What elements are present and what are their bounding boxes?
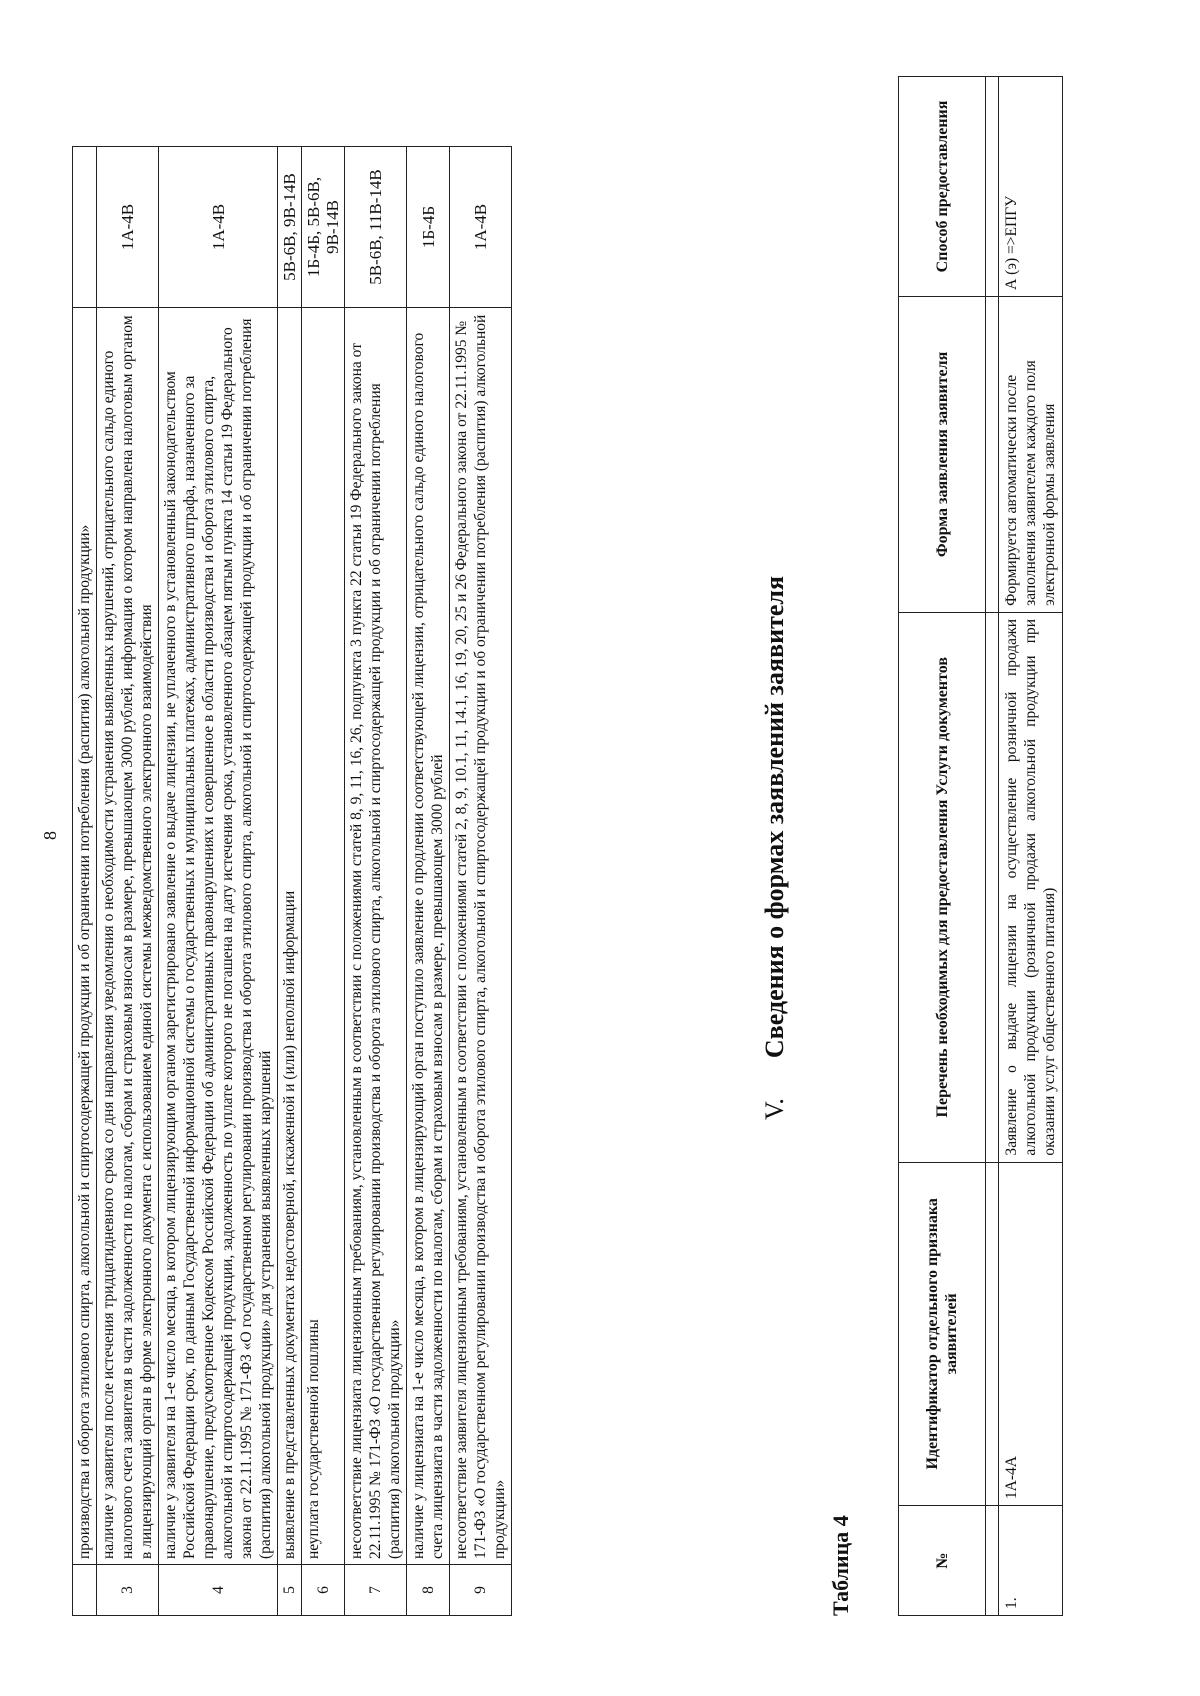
header-num: №: [899, 1506, 986, 1616]
cell-code: 1А-4В: [159, 147, 278, 308]
page-number: 8: [40, 831, 60, 840]
cell-description: наличие у заявителя на 1-е число месяца, в котором лицензирующим органом зарегистрировано заявление о выдаче лицензии, не уплаченного в установленный законодательством Российской Федерации срок, по данным Государственной информационной системы о государственных и муниципальных платежах, административного штрафа, назначенного за правонарушение, предусмотренное Кодексом Российской Федерации об административных правонарушениях и совершенное в области производства и оборота этилового спирта, алкогольной и спиртосодержащей продукции, задолженность по уплате которого не погашена на дату истечения срока, установленного абзацем пятым пункта 14 статьи 19 Федерального закона от 22.11.1995 № 171-ФЗ «О государственном регулировании производства и оборота этилового спирта, алкогольной и спиртосодержащей продукции и об ограничении потребления (распития) алкогольной продукции» для устранения выявленных нарушений: [159, 308, 278, 1565]
table-row: [97, 147, 159, 1616]
section-title: Сведения о формах заявлений заявителя: [760, 575, 789, 1059]
cell-num: 4: [159, 1565, 278, 1616]
table-row: [73, 147, 97, 1616]
cell-description: производства и оборота этилового спирта, алкогольной и спиртосодержащей продукции и об ограничении потребления (распития) алкогольной продукции»: [73, 308, 97, 1565]
cell-num: [73, 1565, 97, 1616]
cell-code: 1Б-4Б: [407, 147, 450, 308]
table-row: [278, 147, 302, 1616]
cell-description: выявление в представленных документах недостоверной, искаженной и (или) неполной информации: [278, 308, 302, 1565]
cell-description: наличие у заявителя после истечения тридцатидневного срока со дня направления уведомления о необходимости устранения выявленных нарушений, отрицательного сальдо единого налогового счета заявителя в части задолженности по налогам, сборам и страховым взносам в размере, превышающем 3000 рублей, информация о котором направлена налоговым органом в лицензирующий орган в форме электронного документа с использованием единой системы межведомственного электронного взаимодействия: [97, 308, 159, 1565]
table-row: [450, 147, 512, 1616]
table-label: Таблица 4: [828, 1515, 853, 1616]
cell-description: несоответствие заявителя лицензионным требованиям, установленным в соответствии с положениями статей 2, 8, 9, 10.1, 11, 14.1, 16, 19, 20, 25 и 26 Федерального закона от 22.11.1995 № 171-ФЗ «О государственном регулировании производства и оборота этилового спирта, алкогольной и спиртосодержащей продукции и об ограничении потребления (распития) алкогольной продукции»: [450, 308, 512, 1565]
header-documents: Перечень необходимых для предоставления Услуги документов: [899, 612, 986, 1162]
cell-documents: Заявление о выдаче лицензии на осуществление розничной продажи алкогольной продукции (розничной продажи алкогольной продукции при оказании услуг общественного питания): [999, 612, 1063, 1162]
cell-num: 1.: [999, 1506, 1063, 1616]
cell-num: 7: [345, 1565, 407, 1616]
cell-code: [73, 147, 97, 308]
cell-form: Формируется автоматически после заполнения заявителем каждого поля электронной формы заявления: [999, 296, 1063, 612]
table-row: [999, 77, 1063, 1616]
table-row: [345, 147, 407, 1616]
cell-code: 5В-6В, 11В-14В: [345, 147, 407, 308]
table-row: [159, 147, 278, 1616]
section-heading: [760, 0, 790, 1696]
criteria-table: [72, 146, 512, 1616]
cell-num: 5: [278, 1565, 302, 1616]
table-4-header-row: [899, 77, 986, 1616]
cell-num: 3: [97, 1565, 159, 1616]
table-4: [898, 76, 1063, 1616]
header-form: Форма заявления заявителя: [899, 296, 986, 612]
cell-code: 1А-4В: [97, 147, 159, 308]
cell-identifier: 1А-4А: [999, 1162, 1063, 1506]
cell-description: несоответствие лицензиата лицензионным требованиям, установленным в соответствии с положениями статей 8, 9, 11, 16, 26, подпункта 3 пункта 22 статьи 19 Федерального закона от 22.11.1995 № 171-ФЗ «О государственном регулировании производства и оборота этилового спирта, алкогольной и спиртосодержащей продукции и об ограничении потребления (распития) алкогольной продукции»: [345, 308, 407, 1565]
cell-num: 8: [407, 1565, 450, 1616]
cell-num: 6: [302, 1565, 345, 1616]
cell-num: 9: [450, 1565, 512, 1616]
cell-method: А (э) =>ЕПГУ: [999, 77, 1063, 297]
cell-code: 1Б-4Б, 5В-6В, 9В-14В: [302, 147, 345, 308]
cell-code: 5В-6В, 9В-14В: [278, 147, 302, 308]
table-row: [302, 147, 345, 1616]
table-gap-row: [986, 77, 999, 1616]
section-roman-numeral: V.: [760, 1098, 789, 1121]
header-identifier: Идентификатор отдельного признака заявителей: [899, 1162, 986, 1506]
table-row: [407, 147, 450, 1616]
cell-description: неуплата государственной пошлины: [302, 308, 345, 1565]
header-method: Способ предоставления: [899, 77, 986, 297]
cell-description: наличие у лицензиата на 1-е число месяца, в котором в лицензирующий орган поступило заявление о продлении соответствующей лицензии, отрицательного сальдо единого налогового счета лицензиата в части задолженности по налогам, сборам и страховым взносам в размере, превышающем 3000 рублей: [407, 308, 450, 1565]
cell-code: 1А-4В: [450, 147, 512, 308]
